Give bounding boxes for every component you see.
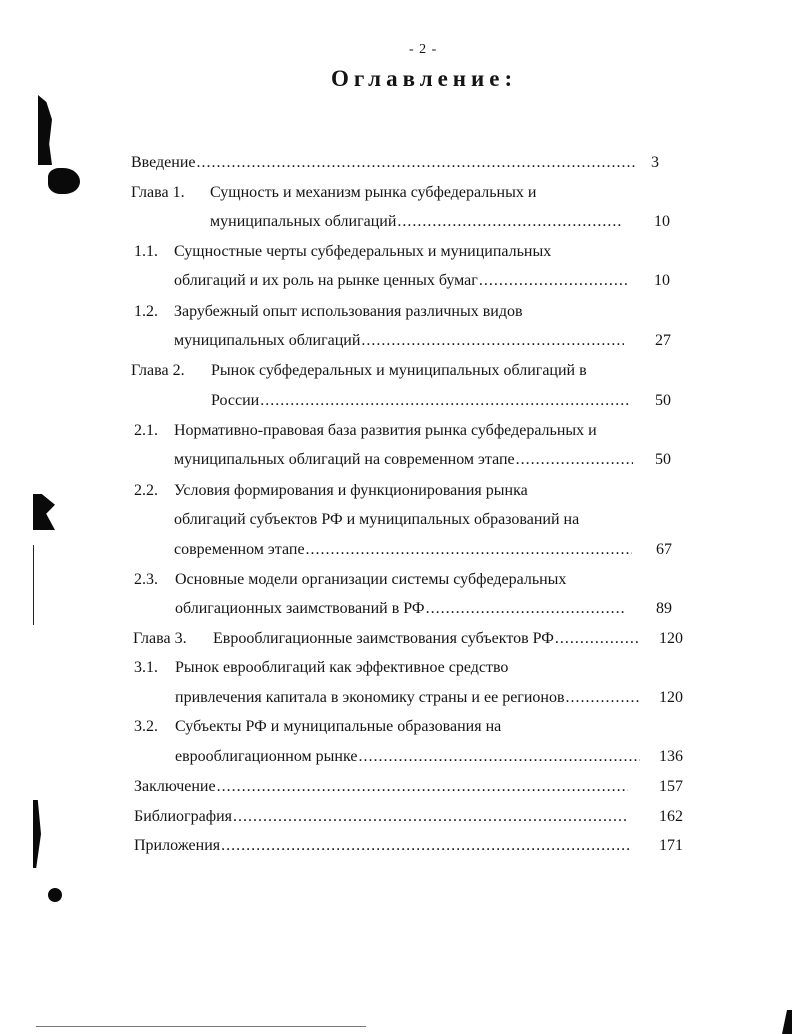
scan-artifact-top-left — [38, 95, 52, 165]
toc-entry-label: Глава 1. — [131, 184, 185, 201]
toc-page-number: 162 — [659, 808, 683, 825]
scan-artifact-line — [33, 545, 34, 625]
toc-entry-text[interactable]: Основные модели организации системы субфедеральных — [175, 571, 567, 588]
toc-entry-label: 1.2. — [134, 303, 158, 320]
toc-entry-text[interactable]: Рынок еврооблигаций как эффективное средство — [175, 659, 509, 676]
toc-leader — [516, 449, 633, 471]
toc-leader — [361, 330, 624, 352]
toc-entry-text: Введение — [131, 154, 196, 171]
toc-entry-text: Еврооблигационные заимствования субъектов РФ — [213, 630, 554, 647]
toc-leader — [197, 152, 636, 174]
toc-entry-1-1[interactable] — [174, 270, 630, 292]
toc-page-number: 157 — [659, 778, 683, 795]
toc-entry-text: Приложения — [134, 837, 221, 854]
toc-page-number: 67 — [656, 541, 672, 558]
toc-entry-label: Глава 2. — [131, 362, 185, 379]
toc-page-number: 27 — [655, 332, 671, 349]
scan-artifact-corner — [782, 1010, 792, 1034]
toc-entry-label: 1.1. — [134, 243, 158, 260]
toc-leader — [397, 211, 622, 233]
toc-entry-text[interactable]: Зарубежный опыт использования различных видов — [174, 303, 523, 320]
toc-entry-text: современном этапе — [174, 541, 305, 558]
toc-leader — [555, 628, 640, 650]
toc-leader — [221, 835, 632, 857]
toc-page-number: 120 — [659, 630, 683, 647]
page-title: Оглавление: — [331, 66, 518, 91]
toc-page-number: 10 — [654, 272, 670, 289]
toc-entry-bibliography[interactable] — [134, 806, 628, 828]
toc-entry-label: 2.3. — [134, 571, 158, 588]
toc-page-number: 171 — [659, 837, 683, 854]
toc-page-number: 10 — [654, 213, 670, 230]
toc-leader — [306, 539, 632, 561]
toc-entry-conclusion[interactable] — [134, 776, 628, 798]
toc-entry-text: России — [211, 392, 260, 409]
toc-entry-text[interactable]: Сущностные черты субфедеральных и муниципальных — [174, 243, 552, 260]
toc-entry-label: 3.1. — [134, 659, 158, 676]
toc-leader — [426, 598, 625, 620]
toc-entry-text[interactable]: Сущность и механизм рынка субфедеральных и — [210, 184, 537, 201]
toc-leader — [260, 390, 630, 412]
scan-artifact-blob — [48, 168, 80, 194]
scan-artifact-bottom-left — [33, 800, 41, 868]
toc-page-number: 136 — [659, 748, 683, 765]
toc-leader — [358, 746, 640, 768]
toc-entry-text[interactable]: Субъекты РФ и муниципальные образования на — [175, 718, 502, 735]
toc-entry-text: еврооблигационном рынке — [175, 748, 358, 765]
page-number: - 2 - — [409, 42, 438, 57]
toc-entry-text[interactable]: Рынок субфедеральных и муниципальных облигаций в — [211, 362, 587, 379]
toc-entry-text: облигаций и их роль на рынке ценных бумаг — [174, 272, 478, 289]
toc-page-number: 50 — [655, 451, 671, 468]
toc-page-number: 3 — [651, 154, 659, 171]
toc-leader — [233, 806, 628, 828]
toc-entry-2-2[interactable] — [174, 539, 632, 561]
toc-entry-2-3[interactable] — [175, 598, 625, 620]
toc-page-number: 50 — [655, 392, 671, 409]
toc-entry-text: муниципальных облигаций на современном этапе — [174, 451, 515, 468]
toc-page-number: 89 — [656, 600, 672, 617]
scan-artifact-bottom-rule — [36, 1026, 366, 1027]
toc-leader — [566, 687, 640, 709]
toc-entry-3-1[interactable] — [175, 687, 640, 709]
toc-entry-text: муниципальных облигаций — [210, 213, 397, 230]
toc-entry-text: муниципальных облигаций — [174, 332, 361, 349]
toc-entry-3-2[interactable] — [175, 746, 640, 768]
toc-entry-text[interactable]: облигаций субъектов РФ и муниципальных образований на — [174, 511, 580, 528]
toc-entry-chapter-2[interactable] — [211, 390, 630, 412]
scan-artifact-dot — [48, 888, 62, 902]
toc-entry-label: 3.2. — [134, 718, 158, 735]
toc-entry-label: 2.2. — [134, 482, 158, 499]
toc-entry-1-2[interactable] — [174, 330, 624, 352]
toc-leader — [217, 776, 628, 798]
toc-entry-text: Библиография — [134, 808, 232, 825]
toc-entry-text: Заключение — [134, 778, 216, 795]
toc-entry-intro[interactable] — [131, 152, 635, 174]
toc-entry-chapter-1[interactable] — [210, 211, 622, 233]
toc-entry-chapter-3[interactable] — [213, 628, 640, 650]
toc-entry-label: Глава 3. — [133, 630, 187, 647]
toc-entry-2-1[interactable] — [174, 449, 633, 471]
toc-entry-text: облигационных заимствований в РФ — [175, 600, 425, 617]
scan-artifact-mid-left — [33, 494, 55, 530]
toc-entry-text[interactable]: Нормативно-правовая база развития рынка субфедеральных и — [174, 422, 597, 439]
toc-entry-text[interactable]: Условия формирования и функционирования рынка — [174, 482, 528, 499]
toc-entry-appendices[interactable] — [134, 835, 632, 857]
toc-leader — [479, 270, 630, 292]
toc-entry-label: 2.1. — [134, 422, 158, 439]
toc-page-number: 120 — [659, 689, 683, 706]
toc-entry-text: привлечения капитала в экономику страны и ее регионов — [175, 689, 565, 706]
